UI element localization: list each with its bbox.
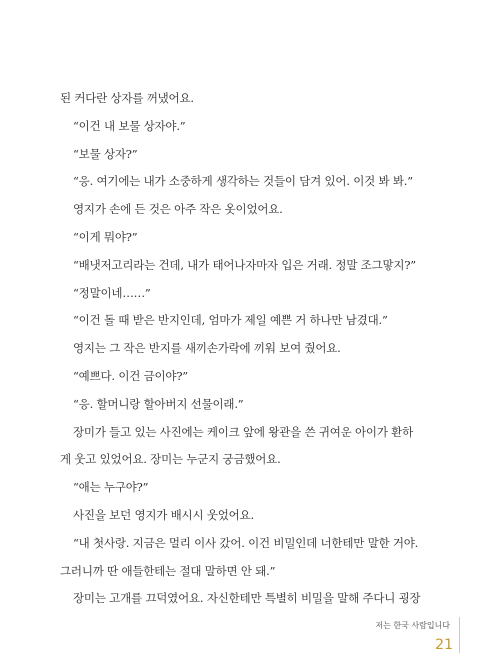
text-line: 그러니까 딴 애들한테는 절대 말하면 안 돼.” bbox=[60, 563, 276, 578]
text-line: “이건 내 보물 상자야.” bbox=[73, 118, 186, 133]
text-line: 된 커다란 상자를 꺼냈어요. bbox=[60, 91, 194, 105]
text-line: “보물 상자?” bbox=[73, 146, 138, 161]
text-line: “이게 뭐야?” bbox=[73, 229, 138, 244]
page-number: 21 bbox=[435, 637, 453, 653]
text-line: 장미가 들고 있는 사진에는 케이크 앞에 왕관을 쓴 귀여운 아이가 환하 bbox=[73, 424, 414, 439]
text-line: “배냇저고리라는 건데, 내가 태어나자마자 입은 거래. 정말 조그맣지?” bbox=[73, 257, 416, 272]
text-line: 영지가 손에 든 것은 아주 작은 옷이었어요. bbox=[73, 202, 283, 217]
page-footer bbox=[375, 621, 456, 653]
text-line: 영지는 그 작은 반지를 새끼손가락에 끼워 보여 줬어요. bbox=[73, 341, 341, 356]
text-line: “애는 누구야?” bbox=[73, 480, 149, 495]
text-line: 게 웃고 있었어요. 장미는 누군지 궁금했어요. bbox=[60, 452, 281, 467]
text-line: “예쁘다. 이건 금이야?” bbox=[73, 368, 188, 383]
text-line: “정말이네……” bbox=[73, 285, 151, 300]
text-line: “응. 여기에는 내가 소중하게 생각하는 것들이 담겨 있어. 이것 봐 봐.” bbox=[73, 174, 413, 189]
text-line: “응. 할머니랑 할아버지 선물이래.” bbox=[73, 396, 244, 411]
text-line: “이건 돌 때 받은 반지인데, 엄마가 제일 예쁜 거 하나만 남겼대.” bbox=[73, 313, 388, 328]
text-line: 장미는 고개를 끄덕였어요. 자신한테만 특별히 비밀을 말해 주다니 굉장 bbox=[73, 591, 421, 606]
text-line: 사진을 보던 영지가 배시시 웃었어요. bbox=[73, 507, 254, 522]
footer-divider bbox=[459, 617, 460, 653]
body-text bbox=[60, 91, 470, 619]
running-title: 저는 한국 사람입니다 bbox=[375, 621, 450, 630]
text-line: “내 첫사랑. 지금은 멀리 이사 갔어. 이건 비밀인데 너한테만 말한 거야. bbox=[73, 535, 419, 550]
